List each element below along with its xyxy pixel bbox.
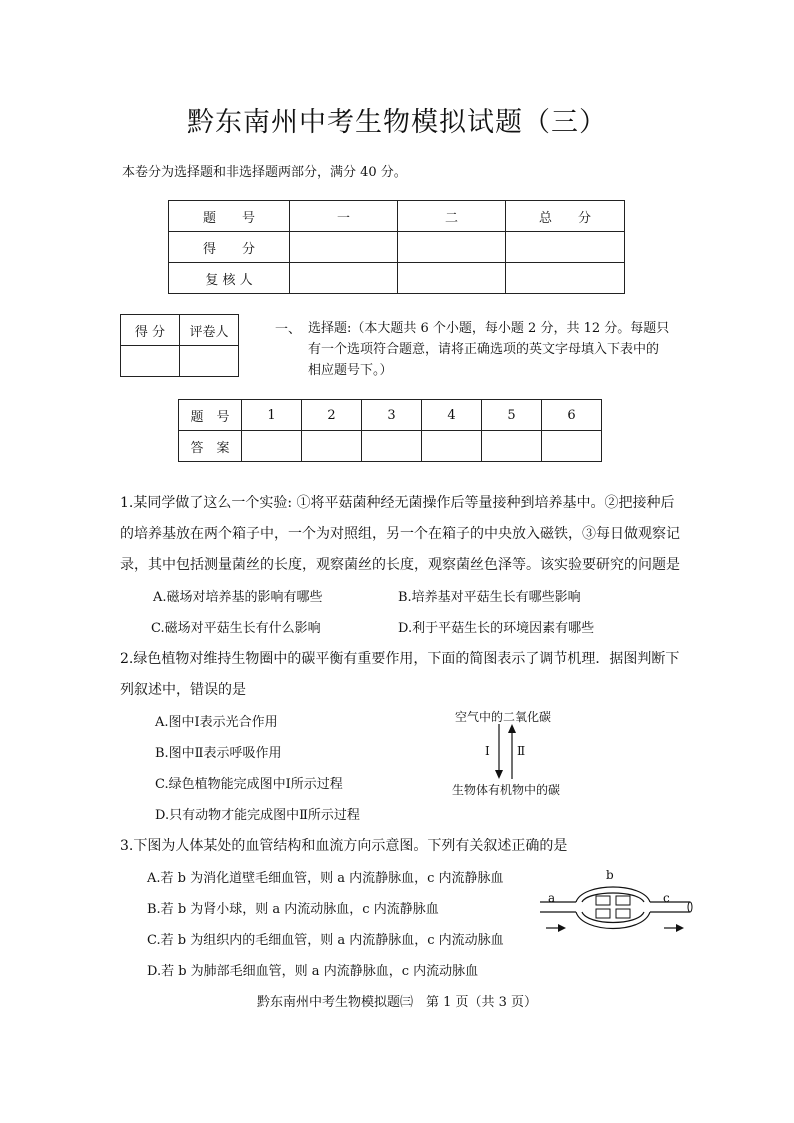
table-row [179, 400, 602, 431]
table-cell [180, 346, 239, 377]
blood-vessel-diagram [538, 868, 694, 948]
option-a: A.图中Ⅰ表示光合作用 [155, 715, 278, 730]
grader-table [120, 314, 239, 377]
section-number: 一、 [275, 322, 302, 337]
table-cell: 得 分 [169, 232, 290, 263]
table-cell [506, 232, 625, 263]
table-cell: 3 [362, 400, 422, 431]
table-cell: 得 分 [121, 315, 180, 346]
table-cell [398, 263, 506, 294]
table-row [179, 431, 602, 462]
question-text: 列叙述中，错误的是 [120, 682, 246, 698]
section-instructions [308, 318, 678, 381]
answer-cell[interactable] [302, 431, 362, 462]
table-cell: 5 [482, 400, 542, 431]
option-a: A.磁场对培养基的影响有哪些 [153, 590, 323, 605]
diagram-label-i: Ⅰ [485, 744, 490, 758]
table-cell: 评卷人 [180, 315, 239, 346]
table-cell: 总 分 [506, 201, 625, 232]
table-row [169, 201, 625, 232]
answer-cell[interactable] [542, 431, 602, 462]
question-text: 的培养基放在两个箱子中，一个为对照组，另一个在箱子的中央放入磁铁，③每日做观察记 [120, 526, 680, 542]
question-text: 录，其中包括测量菌丝的长度，观察菌丝的长度，观察菌丝色泽等。该实验要研究的问题是 [120, 557, 680, 573]
question-text: 2.绿色植物对维持生物圈中的碳平衡有重要作用，下面的简图表示了调节机理．据图判断下 [120, 651, 680, 667]
section-text-line: 相应题号下。） [308, 363, 393, 378]
table-cell: 复 核 人 [169, 263, 290, 294]
answer-cell[interactable] [422, 431, 482, 462]
table-cell: 答 案 [179, 431, 242, 462]
question-text: 1.某同学做了这么一个实验: ①将平菇菌种经无菌操作后等量接种到培养基中。②把接种后 [120, 495, 675, 511]
answer-table [178, 399, 602, 462]
table-cell: 二 [398, 201, 506, 232]
table-row [121, 315, 239, 346]
option-d: D.利于平菇生长的环境因素有哪些 [398, 621, 595, 636]
option-c: C.若 b 为组织内的毛细血管，则 a 内流静脉血，c 内流动脉血 [147, 933, 504, 948]
table-cell: 1 [242, 400, 302, 431]
diagram-label-ii: Ⅱ [517, 744, 526, 758]
page-footer: 黔东南州中考生物模拟题㈢ 第 1 页（共 3 页） [256, 995, 538, 1010]
option-b: B.培养基对平菇生长有哪些影响 [398, 590, 581, 605]
option-c: C.磁场对平菇生长有什么影响 [151, 621, 321, 636]
table-row [169, 263, 625, 294]
table-cell: 题 号 [169, 201, 290, 232]
table-cell [398, 232, 506, 263]
option-b: B.若 b 为肾小球，则 a 内流动脉血，c 内流静脉血 [147, 902, 439, 917]
table-row [121, 346, 239, 377]
vessel-label-a: a [548, 891, 556, 905]
option-b: B.图中Ⅱ表示呼吸作用 [155, 746, 282, 761]
intro-text: 本卷分为选择题和非选择题两部分，满分 40 分。 [122, 165, 407, 180]
vessel-label-c: c [663, 891, 670, 905]
option-d: D.只有动物才能完成图中Ⅱ所示过程 [155, 808, 360, 823]
vessel-label-b: b [606, 868, 614, 882]
option-c: C.绿色植物能完成图中Ⅰ所示过程 [155, 777, 343, 792]
table-cell: 4 [422, 400, 482, 431]
diagram-bottom-label: 生物体有机物中的碳 [452, 783, 561, 797]
question-text: 3.下图为人体某处的血管结构和血流方向示意图。下列有关叙述正确的是 [120, 838, 568, 854]
page-title: 黔东南州中考生物模拟试题（三） [187, 107, 607, 138]
table-cell [290, 263, 398, 294]
table-cell: 题 号 [179, 400, 242, 431]
table-cell: 2 [302, 400, 362, 431]
section-text-line: 选择题:（本大题共 6 个小题，每小题 2 分，共 12 分。每题只 [308, 321, 670, 336]
option-a: A.若 b 为消化道壁毛细血管，则 a 内流静脉血，c 内流静脉血 [147, 871, 504, 886]
answer-cell[interactable] [482, 431, 542, 462]
section-text-line: 有一个选项符合题意，请将正确选项的英文字母填入下表中的 [308, 342, 660, 357]
carbon-cycle-arrows [490, 722, 520, 782]
score-table [168, 200, 625, 294]
answer-cell[interactable] [362, 431, 422, 462]
table-cell: 6 [542, 400, 602, 431]
table-cell: 一 [290, 201, 398, 232]
table-cell [121, 346, 180, 377]
table-row [169, 232, 625, 263]
answer-cell[interactable] [242, 431, 302, 462]
option-d: D.若 b 为肺部毛细血管，则 a 内流静脉血，c 内流动脉血 [147, 964, 479, 979]
diagram-top-label: 空气中的二氧化碳 [455, 710, 552, 724]
table-cell [506, 263, 625, 294]
table-cell [290, 232, 398, 263]
